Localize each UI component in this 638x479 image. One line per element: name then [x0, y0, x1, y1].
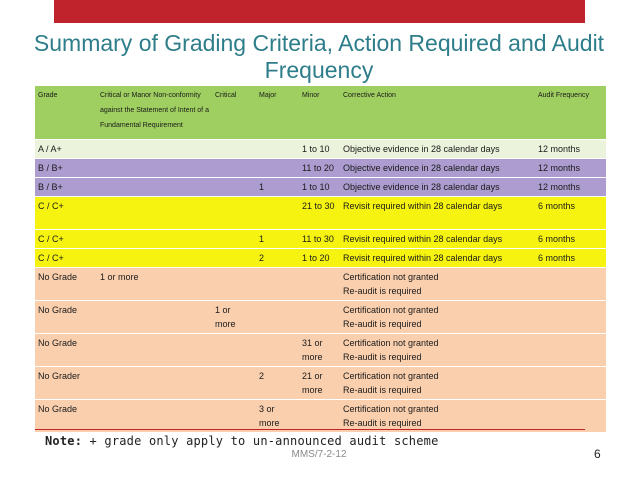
table-row	[35, 367, 606, 400]
cell-corrective-action: Certification not granted Re-audit is required	[340, 400, 535, 433]
cell-corrective-action: Objective evidence in 28 calendar days	[340, 178, 535, 197]
header-critical: Critical	[212, 86, 256, 140]
cell-corrective-action: Certification not granted Re-audit is required	[340, 367, 535, 400]
cell-minor: 11 to 30	[299, 230, 340, 249]
table-row	[35, 334, 606, 367]
cell-grade: B / B+	[35, 178, 97, 197]
cell-grade: C / C+	[35, 197, 97, 230]
header-major: Major	[256, 86, 299, 140]
cell-critical	[212, 334, 256, 367]
table-row	[35, 268, 606, 301]
cell-audit-frequency: 12 months	[535, 178, 606, 197]
table-row	[35, 159, 606, 178]
cell-corrective-action: Revisit required within 28 calendar days	[340, 230, 535, 249]
slide-title: Summary of Grading Criteria, Action Required and Audit Frequency	[33, 30, 605, 83]
cell-nonconformity	[97, 400, 212, 433]
table-row	[35, 249, 606, 268]
cell-critical	[212, 159, 256, 178]
cell-major: 1	[256, 178, 299, 197]
cell-major	[256, 140, 299, 159]
divider-line	[35, 429, 585, 430]
cell-nonconformity	[97, 301, 212, 334]
cell-critical: 1 or more	[212, 301, 256, 334]
cell-corrective-action: Certification not granted Re-audit is required	[340, 301, 535, 334]
cell-corrective-action: Revisit required within 28 calendar days	[340, 249, 535, 268]
header-corrective-action: Corrective Action	[340, 86, 535, 140]
header-grade: Grade	[35, 86, 97, 140]
cell-critical	[212, 400, 256, 433]
cell-grade: A / A+	[35, 140, 97, 159]
cell-nonconformity: 1 or more	[97, 268, 212, 301]
cell-grade: B / B+	[35, 159, 97, 178]
cell-grade: No Grade	[35, 268, 97, 301]
cell-nonconformity	[97, 334, 212, 367]
cell-minor: 11 to 20	[299, 159, 340, 178]
header-minor: Minor	[299, 86, 340, 140]
cell-grade: No Grader	[35, 367, 97, 400]
note-label: Note:	[45, 434, 83, 448]
cell-critical	[212, 197, 256, 230]
cell-major	[256, 159, 299, 178]
cell-nonconformity	[97, 159, 212, 178]
cell-minor: 1 to 10	[299, 140, 340, 159]
cell-audit-frequency: 12 months	[535, 159, 606, 178]
cell-grade: No Grade	[35, 334, 97, 367]
title-accent-bar	[54, 0, 585, 23]
footnote	[45, 434, 439, 448]
cell-nonconformity	[97, 230, 212, 249]
cell-nonconformity	[97, 249, 212, 268]
cell-major	[256, 334, 299, 367]
cell-audit-frequency	[535, 334, 606, 367]
cell-audit-frequency	[535, 301, 606, 334]
cell-minor: 21 or more	[299, 367, 340, 400]
cell-minor: 1 to 10	[299, 178, 340, 197]
cell-audit-frequency	[535, 400, 606, 433]
cell-audit-frequency	[535, 367, 606, 400]
table-row	[35, 400, 606, 433]
cell-nonconformity	[97, 367, 212, 400]
table-header-row	[35, 86, 606, 140]
table-row	[35, 301, 606, 334]
cell-major	[256, 268, 299, 301]
cell-major: 1	[256, 230, 299, 249]
cell-minor	[299, 400, 340, 433]
table-row	[35, 197, 606, 230]
cell-minor: 21 to 30	[299, 197, 340, 230]
cell-nonconformity	[97, 197, 212, 230]
note-text: + grade only apply to un-announced audit scheme	[82, 434, 439, 448]
cell-critical	[212, 178, 256, 197]
cell-major: 2	[256, 367, 299, 400]
cell-audit-frequency: 6 months	[535, 197, 606, 230]
cell-critical	[212, 230, 256, 249]
cell-minor: 1 to 20	[299, 249, 340, 268]
cell-corrective-action: Objective evidence in 28 calendar days	[340, 159, 535, 178]
cell-critical	[212, 140, 256, 159]
cell-corrective-action: Objective evidence in 28 calendar days	[340, 140, 535, 159]
cell-grade: No Grade	[35, 301, 97, 334]
cell-audit-frequency: 6 months	[535, 230, 606, 249]
cell-audit-frequency	[535, 268, 606, 301]
cell-grade: C / C+	[35, 230, 97, 249]
cell-grade: No Grade	[35, 400, 97, 433]
table-row	[35, 140, 606, 159]
cell-major: 2	[256, 249, 299, 268]
cell-corrective-action: Certification not granted Re-audit is required	[340, 334, 535, 367]
cell-minor: 31 or more	[299, 334, 340, 367]
grading-table	[35, 86, 606, 432]
cell-major: 3 or more	[256, 400, 299, 433]
page-number: 6	[594, 447, 601, 461]
table-body	[35, 140, 606, 433]
cell-major	[256, 197, 299, 230]
cell-grade: C / C+	[35, 249, 97, 268]
header-nonconformity: Critical or Manor Non-conformity against the Statement of Intent of a Fundamental Requirement	[97, 86, 212, 140]
header-audit-frequency: Audit Frequency	[535, 86, 606, 140]
cell-critical	[212, 268, 256, 301]
cell-audit-frequency: 12 months	[535, 140, 606, 159]
footer-text: MMS/7-2-12	[291, 449, 347, 460]
cell-audit-frequency: 6 months	[535, 249, 606, 268]
cell-minor	[299, 301, 340, 334]
cell-corrective-action: Certification not granted Re-audit is required	[340, 268, 535, 301]
cell-corrective-action: Revisit required within 28 calendar days	[340, 197, 535, 230]
cell-nonconformity	[97, 140, 212, 159]
cell-minor	[299, 268, 340, 301]
table-row	[35, 230, 606, 249]
cell-nonconformity	[97, 178, 212, 197]
cell-critical	[212, 367, 256, 400]
table-row	[35, 178, 606, 197]
cell-critical	[212, 249, 256, 268]
cell-major	[256, 301, 299, 334]
